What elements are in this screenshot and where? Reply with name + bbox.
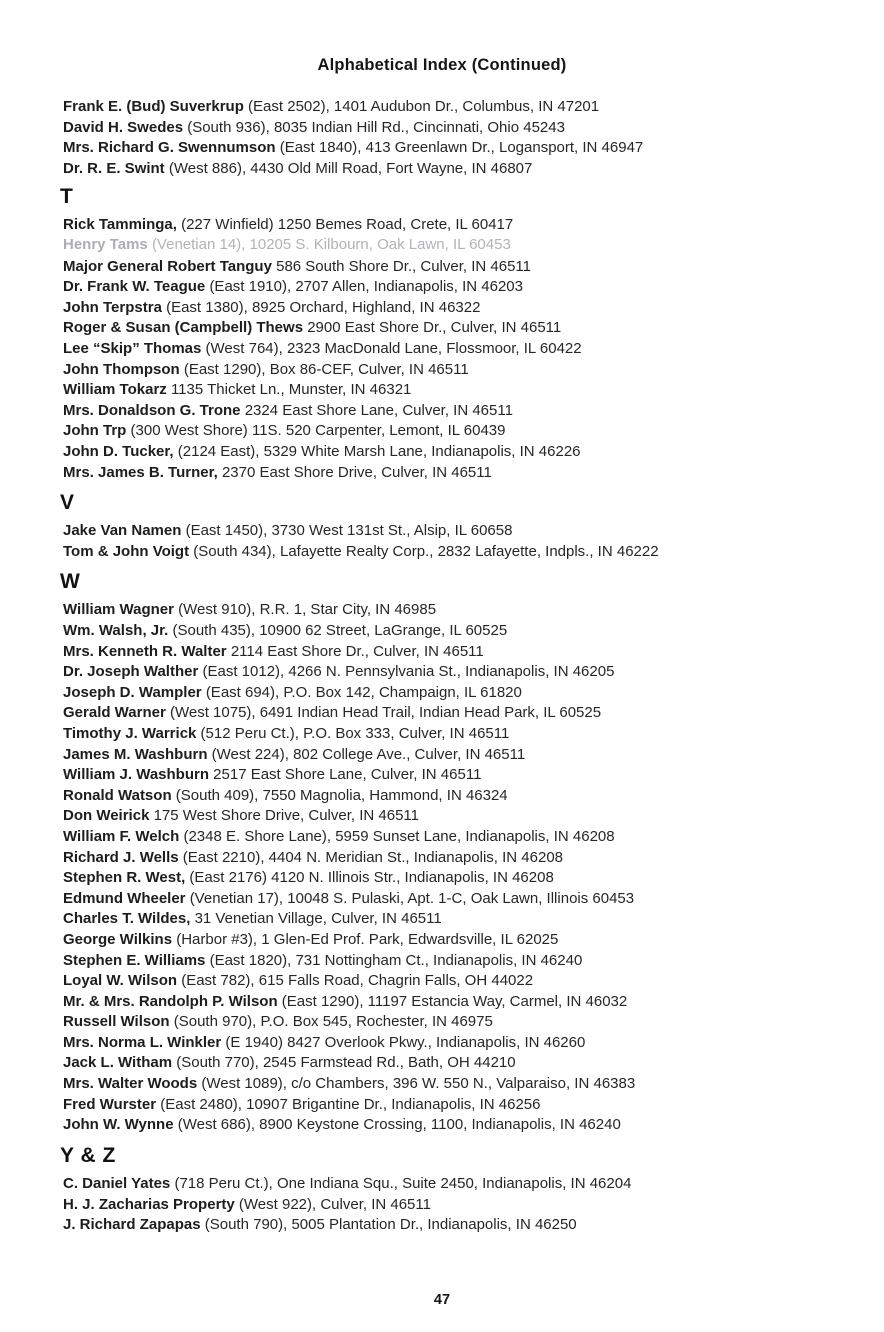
entry-name: George Wilkins xyxy=(63,930,173,948)
entry-name: John Terpstra xyxy=(63,298,162,316)
entry-address: (South 770), 2545 Farmstead Rd., Bath, OH 44210 xyxy=(176,1054,516,1072)
entry-address: 2370 East Shore Drive, Culver, IN 46511 xyxy=(221,463,492,481)
index-entry xyxy=(58,339,826,360)
index-entry xyxy=(58,442,826,463)
entry-address: (East 1840), 413 Greenlawn Dr., Logansport, IN 46947 xyxy=(279,139,644,157)
entry-name: Mr. & Mrs. Randolph P. Wilson xyxy=(63,992,278,1010)
entry-name: Lee “Skip” Thomas xyxy=(63,339,202,357)
entry-name: Loyal W. Wilson xyxy=(63,972,178,990)
entry-address: (East 2210), 4404 N. Meridian St., Indianapolis, IN 46208 xyxy=(182,848,564,866)
index-entry-list xyxy=(58,97,826,179)
page-number: 47 xyxy=(433,1292,451,1308)
index-entry xyxy=(58,889,826,910)
section-letter-heading: Y & Z xyxy=(60,1143,116,1167)
entry-address: 2324 East Shore Lane, Culver, IN 46511 xyxy=(244,401,513,419)
entry-name: Tom & John Voigt xyxy=(63,542,190,560)
entry-address: (West 886), 4430 Old Mill Road, Fort Wayne, IN 46807 xyxy=(168,159,533,177)
entry-name: William Wagner xyxy=(63,601,174,619)
entry-name: Don Weirick xyxy=(63,807,150,825)
entry-address: (300 West Shore) 11S. 520 Carpenter, Lemont, IL 60439 xyxy=(130,422,506,440)
index-entry xyxy=(58,951,826,972)
entry-address: (East 2480), 10907 Brigantine Dr., Indianapolis, IN 46256 xyxy=(160,1095,541,1113)
index-entry xyxy=(58,786,826,807)
entry-address: (East 1290), Box 86-CEF, Culver, IN 46511 xyxy=(183,360,469,378)
index-entry xyxy=(58,360,826,381)
entry-address: (South 970), P.O. Box 545, Rochester, IN 46975 xyxy=(173,1013,493,1031)
entry-name: Stephen E. Williams xyxy=(63,951,206,969)
index-entry xyxy=(58,1195,826,1216)
entry-address: (West 224), 802 College Ave., Culver, IN 46511 xyxy=(211,745,526,763)
entry-address: (West 910), R.R. 1, Star City, IN 46985 xyxy=(178,601,437,619)
entry-name: Fred Wurster xyxy=(63,1095,157,1113)
entry-address: (East 1910), 2707 Allen, Indianapolis, IN 46203 xyxy=(209,278,523,296)
index-entry-list xyxy=(58,521,826,562)
entry-address: (West 764), 2323 MacDonald Lane, Flossmoor, IL 60422 xyxy=(205,339,582,357)
index-group xyxy=(58,571,826,1135)
index-entry xyxy=(58,138,826,159)
entry-name: David H. Swedes xyxy=(63,118,184,136)
index-entry xyxy=(58,235,826,256)
index-entry xyxy=(58,1115,826,1136)
entry-name: John Thompson xyxy=(63,360,180,378)
entry-name: Jake Van Namen xyxy=(63,522,182,540)
index-entry xyxy=(58,118,826,139)
index-group xyxy=(58,186,826,483)
entry-name: John W. Wynne xyxy=(63,1116,174,1134)
entry-name: James M. Washburn xyxy=(63,745,208,763)
entry-address: 586 South Shore Dr., Culver, IN 46511 xyxy=(276,257,531,275)
index-entry xyxy=(58,600,826,621)
entry-address: (West 686), 8900 Keystone Crossing, 1100, Indianapolis, IN 46240 xyxy=(177,1116,621,1134)
index-entry xyxy=(58,380,826,401)
index-entry xyxy=(58,1174,826,1195)
index-entry xyxy=(58,909,826,930)
index-entry xyxy=(58,848,826,869)
index-entry xyxy=(58,724,826,745)
entry-address: (East 1820), 731 Nottingham Ct., Indianapolis, IN 46240 xyxy=(209,951,583,969)
entry-name: Mrs. Kenneth R. Walter xyxy=(63,642,227,660)
entry-address: (E 1940) 8427 Overlook Pkwy., Indianapolis, IN 46260 xyxy=(225,1033,586,1051)
entry-address: (East 782), 615 Falls Road, Chagrin Falls, OH 44022 xyxy=(181,972,534,990)
entry-name: William Tokarz xyxy=(63,381,167,399)
index-entry xyxy=(58,1074,826,1095)
entry-address: (Venetian 17), 10048 S. Pulaski, Apt. 1-C, Oak Lawn, Illinois 60453 xyxy=(189,889,635,907)
entry-address: (Venetian 14), 10205 S. Kilbourn, Oak Lawn, IL 60453 xyxy=(151,236,511,254)
index-entry xyxy=(58,827,826,848)
entry-name: Dr. Joseph Walther xyxy=(63,663,199,681)
entry-address: 1135 Thicket Ln., Munster, IN 46321 xyxy=(170,381,412,399)
entry-name: Ronald Watson xyxy=(63,786,172,804)
index-entry xyxy=(58,421,826,442)
index-entry xyxy=(58,1215,826,1236)
index-entry-list xyxy=(58,215,826,483)
entry-address: (South 435), 10900 62 Street, LaGrange, IL 60525 xyxy=(172,622,508,640)
entry-name: Henry Tams xyxy=(63,236,148,254)
entry-address: 175 West Shore Drive, Culver, IN 46511 xyxy=(153,807,420,825)
index-entry xyxy=(58,868,826,889)
index-entry xyxy=(58,621,826,642)
entry-address: (2348 E. Shore Lane), 5959 Sunset Lane, Indianapolis, IN 46208 xyxy=(183,827,615,845)
entry-address: (East 694), P.O. Box 142, Champaign, IL 61820 xyxy=(205,683,522,701)
entry-name: Mrs. Donaldson G. Trone xyxy=(63,401,241,419)
entry-name: Roger & Susan (Campbell) Thews xyxy=(63,319,304,337)
index-group xyxy=(58,492,826,562)
entry-address: (East 2502), 1401 Audubon Dr., Columbus, IN 47201 xyxy=(248,98,600,115)
entry-name: John Trp xyxy=(63,422,127,440)
index-group xyxy=(58,97,826,179)
entry-address: (2124 East), 5329 White Marsh Lane, Indianapolis, IN 46226 xyxy=(177,442,581,460)
index-entry xyxy=(58,930,826,951)
index-group xyxy=(58,1145,826,1236)
index-entry xyxy=(58,662,826,683)
index-entry xyxy=(58,318,826,339)
entry-address: (West 1075), 6491 Indian Head Trail, Indian Head Park, IL 60525 xyxy=(169,704,602,722)
entry-name: Charles T. Wildes, xyxy=(63,910,191,928)
index-entry xyxy=(58,1053,826,1074)
entry-name: John D. Tucker, xyxy=(63,442,174,460)
entry-name: Wm. Walsh, Jr. xyxy=(63,622,169,640)
index-entry xyxy=(58,971,826,992)
entry-name: Frank E. (Bud) Suverkrup xyxy=(63,98,244,115)
entry-address: (South 434), Lafayette Realty Corp., 2832 Lafayette, Indpls., IN 46222 xyxy=(193,542,659,560)
entry-name: Gerald Warner xyxy=(63,704,166,722)
entry-name: Russell Wilson xyxy=(63,1013,170,1031)
entry-address: (East 2176) 4120 N. Illinois Str., Indianapolis, IN 46208 xyxy=(189,869,554,887)
entry-address: (South 936), 8035 Indian Hill Rd., Cincinnati, Ohio 45243 xyxy=(187,118,565,136)
entry-name: Jack L. Witham xyxy=(63,1054,173,1072)
entry-name: Mrs. Richard G. Swennumson xyxy=(63,139,276,157)
page-title: Alphabetical Index (Continued) xyxy=(317,56,567,74)
index-entry xyxy=(58,1033,826,1054)
entry-name: H. J. Zacharias Property xyxy=(63,1195,235,1213)
index-groups xyxy=(58,97,826,1236)
index-entry xyxy=(58,1012,826,1033)
index-entry xyxy=(58,298,826,319)
entry-address: (East 1012), 4266 N. Pennsylvania St., Indianapolis, IN 46205 xyxy=(202,663,615,681)
entry-name: Dr. Frank W. Teague xyxy=(63,278,206,296)
entry-name: Dr. R. E. Swint xyxy=(63,159,165,177)
entry-name: J. Richard Zapapas xyxy=(63,1216,201,1234)
section-letter-heading: V xyxy=(60,491,75,515)
entry-address: (South 409), 7550 Magnolia, Hammond, IN 46324 xyxy=(175,786,508,804)
entry-address: (West 922), Culver, IN 46511 xyxy=(238,1195,431,1213)
index-entry xyxy=(58,257,826,278)
index-entry xyxy=(58,277,826,298)
index-entry xyxy=(58,97,826,118)
entry-name: Joseph D. Wampler xyxy=(63,683,202,701)
index-entry xyxy=(58,806,826,827)
index-entry xyxy=(58,745,826,766)
entry-address: (Harbor #3), 1 Glen-Ed Prof. Park, Edwardsville, IL 62025 xyxy=(176,930,559,948)
entry-address: (East 1450), 3730 West 131st St., Alsip, IL 60658 xyxy=(185,522,513,540)
entry-address: (East 1290), 11197 Estancia Way, Carmel, IN 46032 xyxy=(281,992,628,1010)
index-entry xyxy=(58,463,826,484)
entry-name: Mrs. James B. Turner, xyxy=(63,463,218,481)
section-letter-heading: W xyxy=(60,570,81,594)
entry-name: William J. Washburn xyxy=(63,766,209,784)
index-entry xyxy=(58,1095,826,1116)
entry-address: (227 Winfield) 1250 Bemes Road, Crete, IL 60417 xyxy=(181,216,514,234)
index-entry xyxy=(58,642,826,663)
index-entry-list xyxy=(58,1174,826,1236)
entry-address: 2900 East Shore Dr., Culver, IN 46511 xyxy=(307,319,562,337)
entry-address: 2114 East Shore Dr., Culver, IN 46511 xyxy=(230,642,484,660)
entry-address: 31 Venetian Village, Culver, IN 46511 xyxy=(194,910,442,928)
index-entry xyxy=(58,683,826,704)
index-entry xyxy=(58,521,826,542)
index-entry xyxy=(58,992,826,1013)
entry-address: (West 1089), c/o Chambers, 396 W. 550 N., Valparaiso, IN 46383 xyxy=(201,1075,636,1093)
entry-name: Rick Tamminga, xyxy=(63,216,177,234)
entry-name: William F. Welch xyxy=(63,827,180,845)
entry-name: Edmund Wheeler xyxy=(63,889,186,907)
entry-name: Richard J. Wells xyxy=(63,848,179,866)
entry-address: 2517 East Shore Lane, Culver, IN 46511 xyxy=(213,766,482,784)
index-entry xyxy=(58,401,826,422)
index-entry xyxy=(58,159,826,180)
entry-address: (718 Peru Ct.), One Indiana Squ., Suite 2450, Indianapolis, IN 46204 xyxy=(174,1174,632,1192)
entry-name: C. Daniel Yates xyxy=(63,1174,171,1192)
entry-address: (512 Peru Ct.), P.O. Box 333, Culver, IN 46511 xyxy=(200,724,510,742)
entry-name: Major General Robert Tanguy xyxy=(63,257,272,275)
section-letter-heading: T xyxy=(60,185,74,209)
entry-address: (East 1380), 8925 Orchard, Highland, IN 46322 xyxy=(166,298,481,316)
entry-name: Mrs. Walter Woods xyxy=(63,1075,198,1093)
entry-name: Mrs. Norma L. Winkler xyxy=(63,1033,222,1051)
entry-name: Timothy J. Warrick xyxy=(63,724,197,742)
entry-address: (South 790), 5005 Plantation Dr., Indianapolis, IN 46250 xyxy=(204,1216,577,1234)
index-entry xyxy=(58,542,826,563)
entry-name: Stephen R. West, xyxy=(63,869,186,887)
index-entry-list xyxy=(58,600,826,1135)
index-entry xyxy=(58,765,826,786)
index-entry xyxy=(58,215,826,236)
index-entry xyxy=(58,703,826,724)
